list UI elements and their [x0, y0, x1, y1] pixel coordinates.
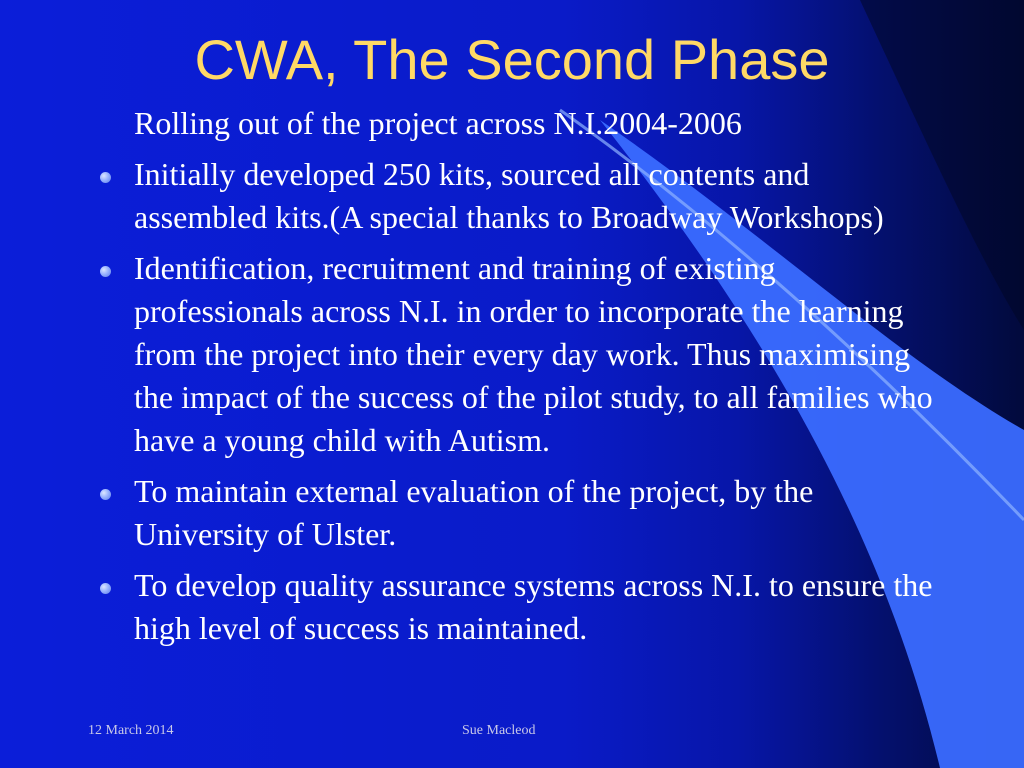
bullet-text: Initially developed 250 kits, sourced all contents and assembled kits.(A special thanks to Broadway Workshops) — [134, 156, 884, 235]
bullet-icon — [100, 489, 111, 500]
bullet-item — [100, 564, 950, 650]
bullet-item — [100, 153, 950, 239]
bullet-item — [100, 470, 950, 556]
bullet-text: To maintain external evaluation of the project, by the University of Ulster. — [134, 473, 814, 552]
bullet-text: To develop quality assurance systems across N.I. to ensure the high level of success is maintained. — [134, 567, 933, 646]
bullet-icon — [100, 583, 111, 594]
bullet-icon — [100, 172, 111, 183]
bullet-item — [100, 247, 950, 462]
slide-body — [100, 102, 950, 650]
slide-title: CWA, The Second Phase — [194, 28, 830, 91]
footer-date: 12 March 2014 — [88, 723, 174, 738]
bullet-text: Identification, recruitment and training of existing professionals across N.I. in order to incorporate the learning from the project into their every day work. Thus maximising the impact of the success of the pilot study, to all families who have a young child with Autism. — [134, 250, 933, 458]
footer-author: Sue Macleod — [462, 723, 536, 738]
bullet-icon — [100, 266, 111, 277]
intro-line: Rolling out of the project across N.I.2004-2006 — [134, 105, 742, 141]
